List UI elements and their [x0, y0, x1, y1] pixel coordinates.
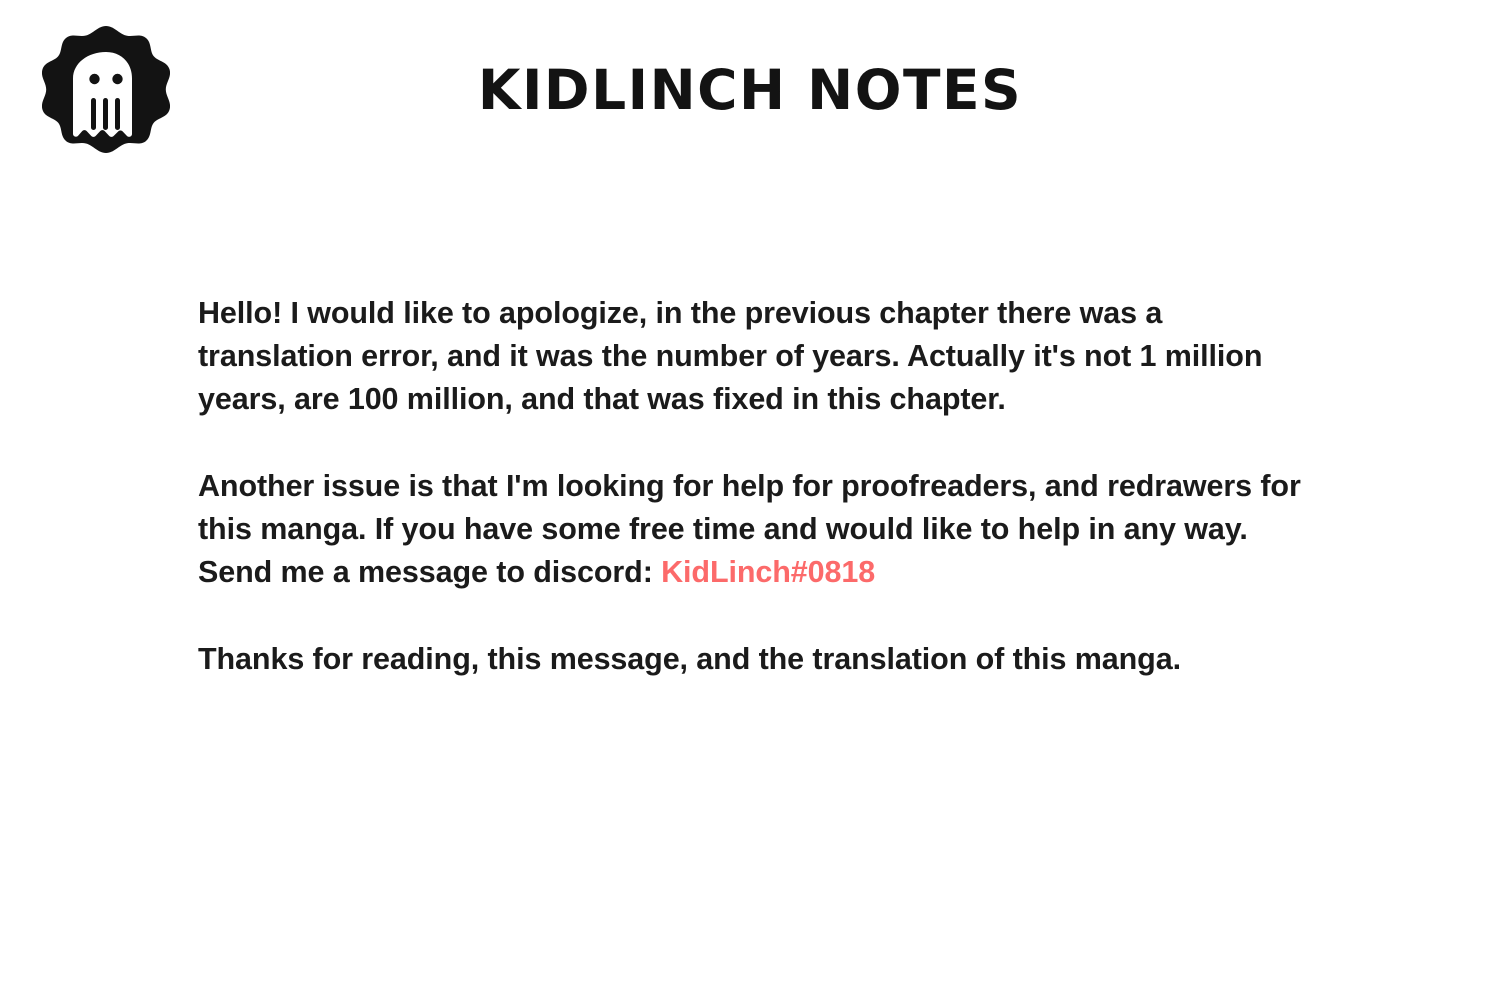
page-title: KIDLINCH NOTES	[477, 58, 1023, 122]
notes-body	[198, 292, 1323, 681]
paragraph-thanks: Thanks for reading, this message, and the translation of this manga.	[198, 642, 1181, 676]
paragraph-recruitment	[198, 465, 1323, 594]
paragraph-apology: Hello! I would like to apologize, in the previous chapter there was a translation error, and it was the number of years. Actually it's not 1 million years, are 100 million, and that was fixed in this chapter.	[198, 296, 1263, 416]
discord-handle: KidLinch#0818	[661, 555, 876, 589]
page-header	[0, 0, 1500, 185]
paragraph-recruitment-text: Another issue is that I'm looking for help for proofreaders, and redrawers for this manga. If you have some free time and would like to help in any way. Send me a message to discord:	[198, 469, 1301, 589]
